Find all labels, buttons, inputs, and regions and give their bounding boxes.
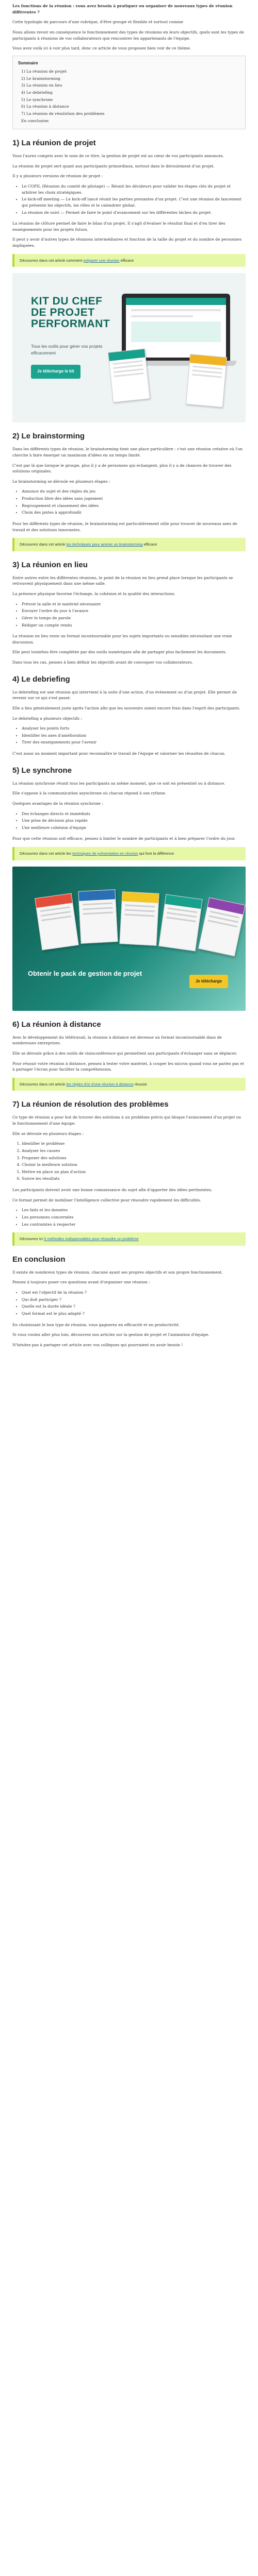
list-item: 4. Choisir la meilleure solution bbox=[22, 1162, 246, 1168]
paragraph: Il y a plusieurs versions de réunion de projet : bbox=[12, 174, 103, 179]
list-item: 2. Analyser les causes bbox=[22, 1148, 246, 1154]
list-item: • Tirer des enseignements pour l'avenir bbox=[22, 739, 246, 745]
list-item: • Identifier les axes d'amélioration bbox=[22, 733, 246, 739]
list-item: • Annonce du sujet et des règles du jeu bbox=[22, 488, 246, 495]
list-item: 6. Suivre les résultats bbox=[22, 1176, 246, 1182]
list-item: • Production libre des idées sans jugement bbox=[22, 496, 246, 502]
paragraph: Elle se déroule en plusieurs étapes : bbox=[12, 1131, 84, 1136]
book-illustration bbox=[198, 897, 246, 956]
list-item: • Envoyer l'ordre du jour à l'avance bbox=[22, 608, 246, 614]
paragraph: C'est aussi un moment important pour reconnaître le travail de l'équipe et valoriser les réussites de chacun. bbox=[12, 751, 225, 756]
paragraph: Elle peut toutefois être complétée par des outils numériques afin de partager plus facilement les documents. bbox=[12, 650, 227, 655]
bullet-list bbox=[12, 811, 246, 831]
list-item: • Le COPIL (Réunion du comité de pilotage) — Réunit les décideurs pour valider les étapes clés du projet et arbitrer les choix stratégiques. bbox=[22, 183, 246, 195]
table-of-contents bbox=[12, 56, 246, 129]
paragraph: Pour les différents types de réunion, le brainstorming est particulièrement utile pour trouver de nouveaux axes de travail et des solutions innovantes. bbox=[12, 521, 237, 532]
banner-title: Obtenir le pack de gestion de projet bbox=[28, 969, 142, 977]
bullet-list bbox=[12, 1290, 246, 1317]
book-illustration bbox=[35, 893, 78, 950]
callout-text: réussie bbox=[134, 1081, 147, 1087]
bullet-list bbox=[12, 725, 246, 745]
intro-lead bbox=[12, 3, 246, 15]
paragraph: Il existe de nombreux types de réunion, chacune ayant ses propres objectifs et son propre fonctionnement. bbox=[12, 1269, 223, 1275]
paragraph: Les participants doivent avoir une bonne connaissance du sujet afin d'apporter des idées pertinentes. bbox=[12, 1188, 213, 1193]
list-item: • Regroupement et classement des idées bbox=[22, 503, 246, 509]
list-item: • Qui doit participer ? bbox=[22, 1297, 246, 1303]
book-illustration bbox=[158, 894, 202, 951]
toc-item[interactable]: 5) Le synchrone bbox=[21, 97, 53, 102]
bullet-list bbox=[12, 183, 246, 215]
callout-link[interactable]: les techniques pour animer un brainstorming bbox=[66, 542, 143, 547]
toc-item[interactable]: En conclusion bbox=[21, 118, 49, 123]
document-illustration bbox=[186, 354, 227, 408]
paragraph: C'est par là que lorsque le groupe, plus il y a de personnes qui échangent, plus il y a de chances de trouver des solutions originales. bbox=[12, 463, 232, 474]
callout-text: efficace bbox=[120, 258, 134, 263]
pack-banner[interactable] bbox=[12, 867, 246, 1011]
callout-link[interactable]: préparer une réunion bbox=[83, 258, 120, 263]
paragraph: Quelques avantages de la réunion synchrone : bbox=[12, 801, 104, 806]
toc-item[interactable]: 4) Le debriefing bbox=[21, 90, 53, 95]
callout-box bbox=[12, 1232, 246, 1246]
kit-banner[interactable] bbox=[12, 273, 246, 422]
document-illustration bbox=[108, 349, 150, 403]
paragraph: Il peut y avoir d'autres types de réunions intermédiaires et fonction de la taille du projet et du nombre de personnes impliquées. bbox=[12, 237, 242, 248]
intro-lead-text: Les fonctions de la réunion : vous avez besoin à pratiquer ou organiser de nouveaux types de réunion différentes ? bbox=[12, 4, 233, 14]
callout-text: Découvrez dans cet article bbox=[20, 1081, 66, 1087]
list-item: • Choix des pistes à approfondir bbox=[22, 510, 246, 516]
list-item: • Une prise de décision plus rapide bbox=[22, 818, 246, 824]
paragraph: La réunion synchrone réunit tous les participants au même moment, que ce soit en présentiel ou à distance. bbox=[12, 781, 225, 786]
bullet-list bbox=[12, 1207, 246, 1227]
section-heading: 2) Le brainstorming bbox=[12, 432, 85, 441]
callout-box bbox=[12, 538, 246, 551]
list-item: • Le kick-off meeting — Le kick-off lancé réunit les parties prenantes d'un projet. C'est une réunion de lancement qui présente les objectifs, les rôles et le calendrier global. bbox=[22, 196, 246, 208]
banner-subtitle: Tous les outils pour gérer vos projets efficacement bbox=[31, 344, 103, 356]
list-item: • Quel est l'objectif de la réunion ? bbox=[22, 1290, 246, 1296]
paragraph: Ce format permet de mobiliser l'intelligence collective pour résoudre rapidement les difficultés. bbox=[12, 1197, 201, 1202]
callout-text: Découvrez dans cet article comment bbox=[20, 258, 83, 263]
toc-item[interactable]: 7) La réunion de résolution des problèmes bbox=[21, 111, 105, 116]
bullet-list bbox=[12, 488, 246, 516]
list-item: 5. Mettre en place un plan d'action bbox=[22, 1169, 246, 1175]
list-item: 3. Proposer des solutions bbox=[22, 1155, 246, 1161]
toc-item[interactable]: 2) Le brainstorming bbox=[21, 76, 61, 81]
intro-p2: Nous allons revoir en conséquence le fonctionnement des types de réunions en leurs objectifs, quels sont les types de participants à réunions de vos collaborateurs que rencontrer les appartenants de l'équipe. bbox=[12, 29, 244, 41]
books-illustration bbox=[28, 885, 230, 957]
paragraph: Le debriefing est une réunion qui intervient à la suite d'une action, d'un événement ou d'un projet. Elle permet de revenir sur ce qui s'est passé. bbox=[12, 689, 237, 701]
paragraph: La réunion de clôture permet de faire le bilan d'un projet. Il s'agit d'évaluer le résultat final et d'en tirer des enseignements pour les projets futurs. bbox=[12, 221, 225, 232]
paragraph: Pour réussir votre réunion à distance, pensez à tester votre matériel, à couper les micros quand vous ne parlez pas et à partager l'écran pour faciliter la compréhension. bbox=[12, 1061, 244, 1072]
paragraph: Elle s'oppose à la communication asynchrone où chacun répond à son rythme. bbox=[12, 791, 167, 796]
callout-link[interactable]: les règles d'or d'une réunion à distance bbox=[66, 1081, 134, 1087]
paragraph: Elle a lieu généralement juste après l'action afin que les souvenirs soient encore frais dans l'esprit des participants. bbox=[12, 705, 240, 710]
list-item: • La réunion de suivi — Permet de faire le point d'avancement sur les différentes tâches du projet. bbox=[22, 210, 246, 216]
callout-text: qui font la différence bbox=[139, 851, 174, 856]
paragraph: Elle se déroule grâce à des outils de visioconférence qui permettent aux participants d'échanger sans se déplacer. bbox=[12, 1050, 237, 1056]
intro-p1: Cette typologie de parcours d'une rubrique, d'être groupe et flexible et surtout comme bbox=[12, 20, 184, 25]
section-heading: 7) La réunion de résolution des problèmes bbox=[12, 1100, 169, 1109]
toc-item[interactable]: 6) La réunion à distance bbox=[21, 104, 69, 109]
callout-link[interactable]: techniques de présentation en réunion bbox=[72, 851, 138, 856]
paragraph: La réunion de projet sert quant aux participants primordiaux, surtout dans le déroulement d'un projet. bbox=[12, 163, 215, 168]
list-item: 1. Identifier le problème bbox=[22, 1141, 246, 1147]
numbered-list bbox=[12, 1141, 246, 1182]
download-kit-button[interactable]: Je télécharge le kit bbox=[31, 365, 80, 378]
paragraph: Si vous voulez aller plus loin, découvrez nos articles sur la gestion de projet et l'animation d'équipe. bbox=[12, 1332, 209, 1337]
intro-p3: Vous avez voilà ici à voir plus tard, donc ce article de vous proposez bien voir de ce thème. bbox=[12, 46, 191, 51]
list-item: • Analyser les points forts bbox=[22, 725, 246, 732]
section-heading: 5) Le synchrone bbox=[12, 766, 72, 775]
list-item: • Les faits et les données bbox=[22, 1207, 246, 1213]
paragraph: Ce type de réunion a pour but de trouver des solutions à un problème précis qui bloque l'avancement d'un projet ou le fonctionnement d'une équipe. bbox=[12, 1115, 241, 1126]
paragraph: Pour que cette réunion soit efficace, pensez à limiter le nombre de participants et à bien préparer l'ordre du jour. bbox=[12, 836, 236, 841]
paragraph: Vous l'aurez compris avec le nom de ce titre, la gestion de projet est au cœur de vos participants annonces. bbox=[12, 154, 224, 159]
paragraph: Pensez à toujours poser ces questions avant d'organiser une réunion : bbox=[12, 1280, 150, 1285]
list-item: • Prévoir la salle et le matériel nécessaire bbox=[22, 601, 246, 607]
callout-box bbox=[12, 1078, 246, 1091]
paragraph: Le brainstorming se déroule en plusieurs étapes : bbox=[12, 479, 110, 484]
callout-text: Découvrez dans cet article les bbox=[20, 851, 72, 856]
list-item: • Les personnes concernées bbox=[22, 1214, 246, 1221]
paragraph: Entre autres entre les différentes réunions, le point de la réunion en lieu prend place lorsque les participants se retrouvent physiquement dans une même salle. bbox=[12, 575, 233, 586]
section-heading: 4) Le debriefing bbox=[12, 674, 70, 684]
paragraph: Le debriefing a plusieurs objectifs : bbox=[12, 716, 82, 721]
list-item: • Rédiger un compte rendu bbox=[22, 622, 246, 629]
callout-box bbox=[12, 847, 246, 860]
list-item: • Une meilleure cohésion d'équipe bbox=[22, 825, 246, 831]
callout-link[interactable]: 5 méthodes indispensables pour résoudre un problème bbox=[44, 1236, 139, 1242]
list-item: • Des échanges directs et immédiats bbox=[22, 811, 246, 817]
section-heading: 6) La réunion à distance bbox=[12, 1020, 101, 1029]
paragraph: La réunion en lieu reste un format incontournable pour les sujets importants ou sensibles nécessitant une vraie discussion. bbox=[12, 634, 232, 645]
bullet-list bbox=[12, 601, 246, 629]
callout-text: Découvrez ici bbox=[20, 1236, 43, 1242]
section-heading: En conclusion bbox=[12, 1255, 66, 1264]
toc-item[interactable]: 3) La réunion en lieu bbox=[21, 83, 62, 88]
paragraph: La présence physique favorise l'échange, la cohésion et la qualité des interactions. bbox=[12, 591, 175, 597]
paragraph: Dans tous les cas, pensez à bien définir les objectifs avant de convoquer vos collaborateurs. bbox=[12, 660, 193, 665]
callout-text: efficace bbox=[143, 542, 157, 547]
section-heading: 1) La réunion de projet bbox=[12, 139, 96, 148]
download-pack-button[interactable]: Je télécharge bbox=[189, 975, 228, 988]
callout-box bbox=[12, 254, 246, 267]
list-item: • Quel format est le plus adapté ? bbox=[22, 1311, 246, 1317]
callout-text: Découvrez dans cet article bbox=[20, 542, 66, 547]
list-item: • Gérer le temps de parole bbox=[22, 615, 246, 621]
paragraph: N'hésitez pas à partager cet article avec vos collègues qui pourraient en avoir besoin ! bbox=[12, 1342, 183, 1347]
banner-title: KIT DU CHEF DE PROJET PERFORMANT bbox=[31, 295, 110, 330]
section-heading: 3) La réunion en lieu bbox=[12, 560, 88, 569]
paragraph: Dans les différents types de réunion, le brainstorming tient une place particulière : c'est une réunion créative où l'on cherche à faire émerger un maximum d'idées en un temps limité. bbox=[12, 447, 243, 457]
paragraph: En choisissant le bon type de réunion, vous gagnerez en efficacité et en productivité. bbox=[12, 1322, 180, 1327]
toc-title: Sommaire bbox=[18, 60, 38, 65]
list-item: • Quelle est la durée idéale ? bbox=[22, 1303, 246, 1310]
paragraph: Avec le développement du télétravail, la réunion à distance est devenue un format incontournable dans de nombreuses entreprises. bbox=[12, 1035, 222, 1046]
list-item: • Les contraintes à respecter bbox=[22, 1222, 246, 1228]
toc-item[interactable]: 1) La réunion de projet bbox=[21, 69, 67, 74]
book-illustration bbox=[78, 889, 118, 944]
book-illustration bbox=[119, 891, 159, 946]
